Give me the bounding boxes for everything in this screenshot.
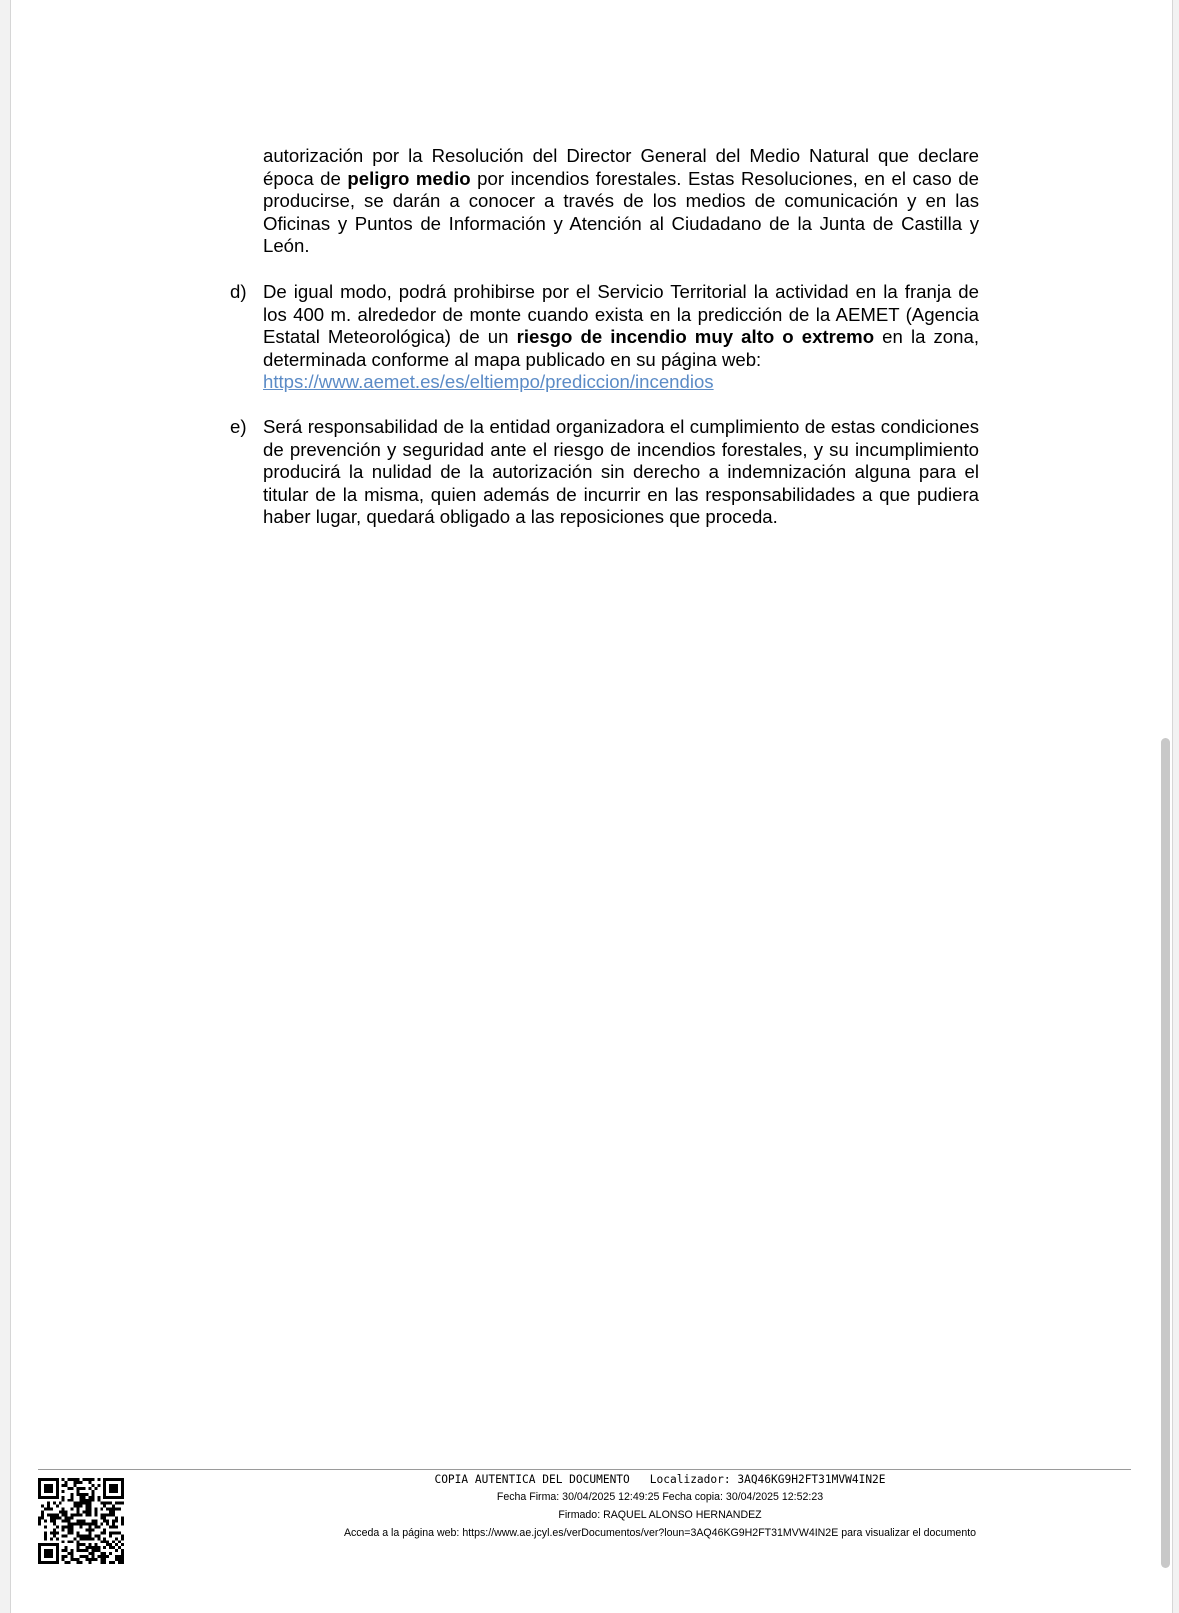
paragraph-e-marker: e) bbox=[230, 416, 247, 437]
paragraph-d bbox=[263, 281, 979, 394]
copy-label: COPIA AUTENTICA DEL DOCUMENTO bbox=[434, 1473, 630, 1486]
paragraph-c-bold: peligro medio bbox=[347, 167, 471, 189]
vertical-scrollbar[interactable] bbox=[1161, 738, 1170, 1568]
qr-code-icon bbox=[38, 1478, 124, 1564]
paragraph-e: Será responsabilidad de la entidad organizadora el cumplimiento de estas condiciones de prevención y seguridad ante el riesgo de incendios forestales, y su incumplimiento producirá la nulidad de la autorización sin derecho a indemnización alguna para el titular de la misma, quien además de incurrir en las responsabilidades a que pudiera haber lugar, quedará obligado a las reposiciones que proceda. bbox=[263, 416, 979, 528]
paragraph-d-text-1: De igual modo, podrá prohibirse por el Servicio Territorial la actividad en la franja de los 400 m. alrededor de monte cuando exista en la predicción de la AEMET (Agencia Estatal Meteorológica) de un bbox=[263, 281, 979, 348]
footer-signed: Firmado: RAQUEL ALONSO HERNANDEZ bbox=[558, 1509, 762, 1521]
aemet-link[interactable]: https://www.aemet.es/es/eltiempo/prediccion/incendios bbox=[263, 371, 714, 393]
locator: Localizador: 3AQ46KG9H2FT31MVW4IN2E bbox=[649, 1473, 886, 1486]
footer-divider bbox=[38, 1469, 1131, 1470]
paragraph-d-bold: riesgo de incendio muy alto o extremo bbox=[516, 326, 875, 348]
paragraph-c bbox=[263, 145, 979, 258]
paragraph-d-text-2: en la zona, determinada conforme al mapa publicado en su página web: bbox=[263, 326, 979, 370]
footer-dates: Fecha Firma: 30/04/2025 12:49:25 Fecha copia: 30/04/2025 12:52:23 bbox=[496, 1491, 824, 1503]
footer-copy-line bbox=[260, 1473, 1060, 1486]
paragraph-c-text-1: autorización por la Resolución del Director General del Medio Natural que declare época de bbox=[263, 145, 979, 189]
paragraph-c-text-2: por incendios forestales. Estas Resoluciones, en el caso de producirse, se darán a conocer a través de los medios de comunicación y en las Oficinas y Puntos de Información y Atención al Ciudadano de la Junta de Castilla y León. bbox=[263, 167, 979, 257]
paragraph-d-marker: d) bbox=[230, 281, 247, 302]
footer-access: Acceda a la página web: https://www.ae.jcyl.es/verDocumentos/ver?loun=3AQ46KG9H2FT31MVW4IN2E para visualizar el documento bbox=[343, 1527, 977, 1539]
